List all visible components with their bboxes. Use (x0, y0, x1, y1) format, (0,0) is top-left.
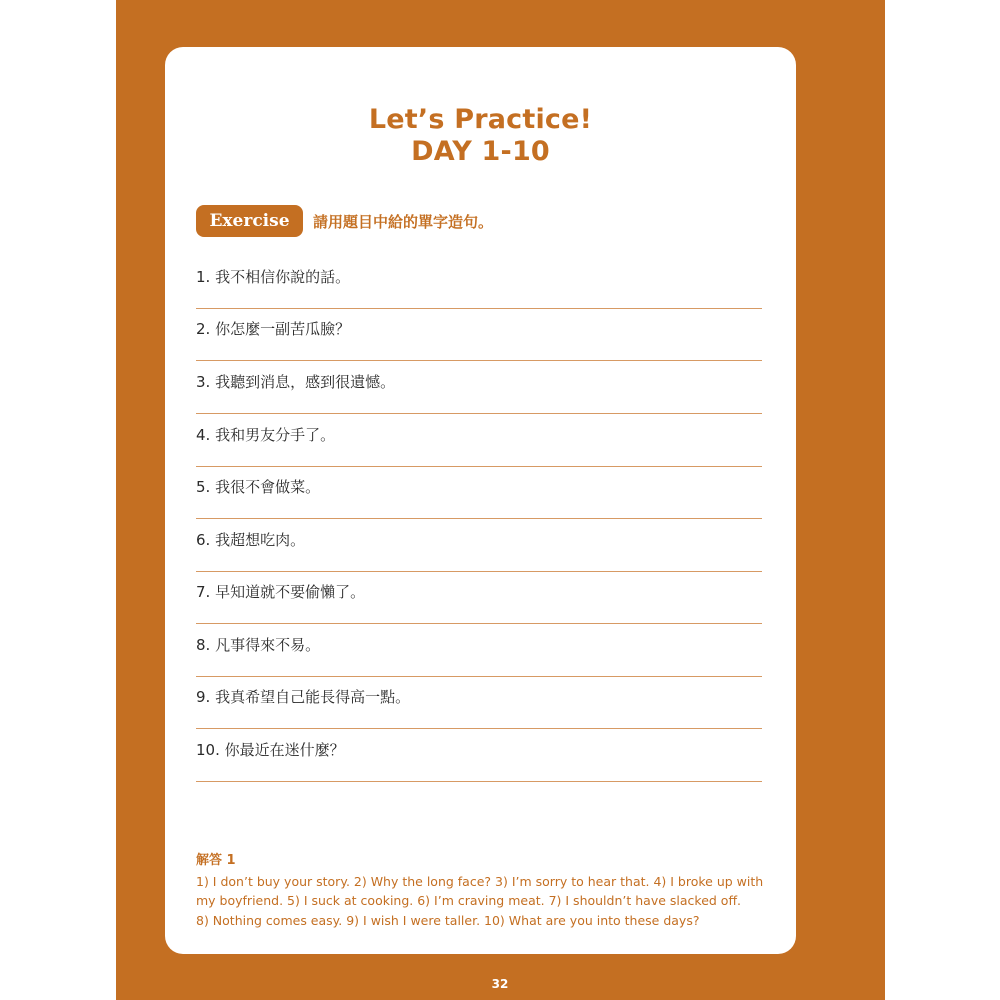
answer-key-heading: 解答 1 (196, 853, 236, 868)
question-text: 8. 凡事得來不易。 (196, 636, 321, 654)
answer-line[interactable] (196, 518, 762, 519)
worksheet-card (165, 47, 796, 954)
page-title: Let’s Practice! (368, 104, 593, 135)
answer-key-line: my boyfriend. 5) I suck at cooking. 6) I’m craving meat. 7) I shouldn’t have slacked off. (196, 893, 742, 908)
question-item (196, 686, 762, 738)
question-item (196, 476, 762, 528)
answer-line[interactable] (196, 360, 762, 361)
answer-line[interactable] (196, 728, 762, 729)
answer-key-line: 8) Nothing comes easy. 9) I wish I were taller. 10) What are you into these days? (196, 912, 700, 928)
exercise-header (196, 205, 494, 263)
question-item (196, 581, 762, 633)
question-text: 5. 我很不會做菜。 (196, 478, 321, 496)
question-item (196, 529, 762, 581)
answer-line[interactable] (196, 308, 762, 309)
question-item (196, 739, 762, 791)
question-item (196, 266, 762, 318)
answer-key-line: 1) I don’t buy your story. 2) Why the long face? 3) I’m sorry to hear that. 4) I broke up with (196, 873, 764, 889)
question-text: 6. 我超想吃肉。 (196, 531, 306, 549)
answer-line[interactable] (196, 571, 762, 572)
question-item (196, 371, 762, 423)
answer-line[interactable] (196, 781, 762, 782)
exercise-instruction: 請用題目中給的單字造句。 (313, 212, 494, 231)
answer-line[interactable] (196, 413, 762, 414)
question-text: 3. 我聽到消息，感到很遺憾。 (196, 373, 396, 391)
exercise-badge: Exercise 1 (196, 205, 303, 237)
question-text: 9. 我真希望自己能長得高一點。 (196, 688, 411, 706)
question-item (196, 318, 762, 370)
question-text: 4. 我和男友分手了。 (196, 426, 336, 444)
answer-line[interactable] (196, 466, 762, 467)
page-subtitle: DAY 1-10 (411, 136, 550, 167)
question-text: 7. 早知道就不要偷懶了。 (196, 583, 366, 601)
answer-line[interactable] (196, 676, 762, 677)
question-item (196, 634, 762, 686)
question-text: 1. 我不相信你說的話。 (196, 268, 351, 286)
page-number: 32 (491, 977, 509, 991)
answer-line[interactable] (196, 623, 762, 624)
question-text: 2. 你怎麼一副苦瓜臉？ (196, 320, 351, 338)
question-text: 10. 你最近在迷什麼？ (196, 741, 345, 759)
question-item (196, 424, 762, 476)
answer-key (196, 851, 771, 930)
